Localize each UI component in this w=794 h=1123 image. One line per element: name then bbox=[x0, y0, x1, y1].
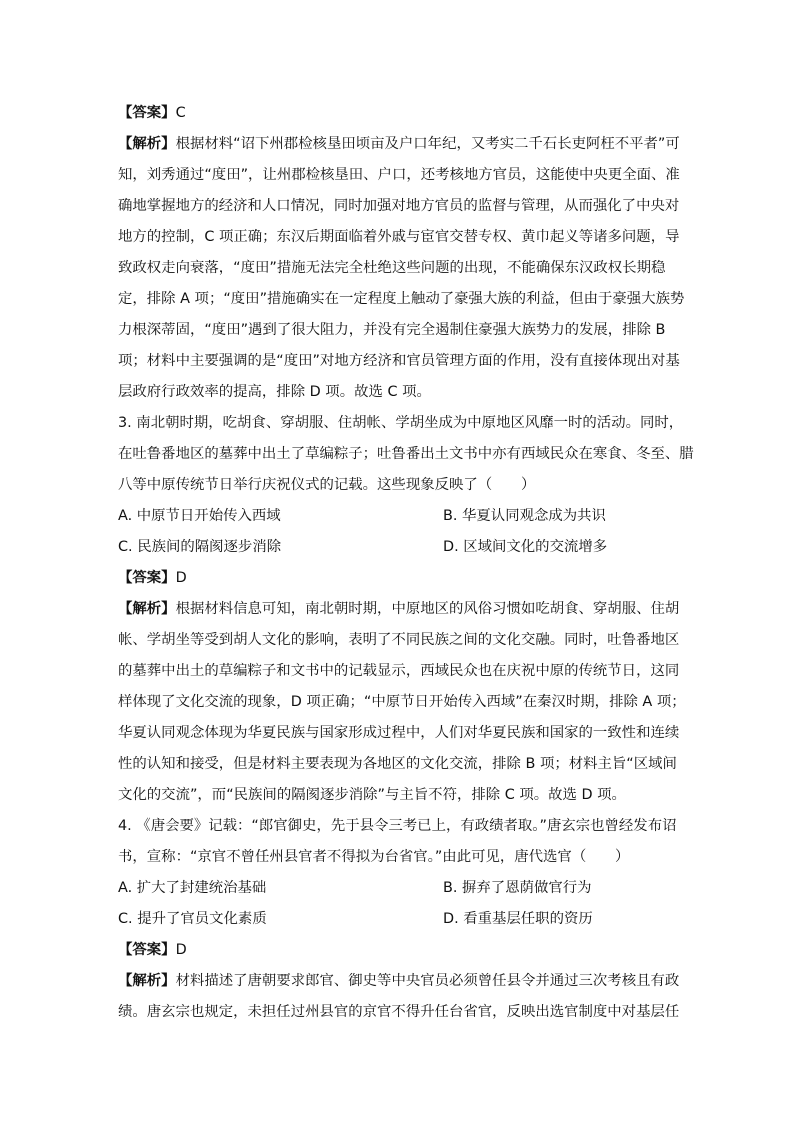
text-line: 知，刘秀通过“度田”，让州郡检核垦田、户口，还考核地方官员，这能使中央更全面、准 bbox=[118, 167, 680, 183]
question-3-line: 八等中原传统节日举行庆祝仪式的记载。这些现象反映了（ ） bbox=[118, 477, 536, 493]
text-line: 绩。唐玄宗也规定，未担任过州县官的京官不得升任台省官，反映出选官制度中对基层任 bbox=[118, 1004, 680, 1020]
text-line: 帐、学胡坐等受到胡人文化的影响，表明了不同民族之间的文化交融。同时，吐鲁番地区 bbox=[118, 632, 680, 648]
option-a: A. 扩大了封建统治基础 bbox=[118, 880, 267, 896]
question-3-line: 在吐鲁番地区的墓葬中出土了草编粽子；吐鲁番出土文书中亦有西域民众在寒食、冬至、腊 bbox=[118, 446, 694, 462]
answer-label: 【答案】 bbox=[118, 570, 176, 586]
option-b: B. 华夏认同观念成为共识 bbox=[443, 508, 606, 524]
option-a: A. 中原节日开始传入西域 bbox=[118, 508, 281, 524]
analysis-line bbox=[118, 129, 678, 160]
question-4-options-row bbox=[118, 904, 678, 935]
question-4-line: 4. 《唐会要》记载：“郎官御史，先于县令三考已上，有政绩者取。”唐玄宗也曾经发布诏 bbox=[118, 818, 677, 834]
question-4-line: 书，宣称：“京官不曾任州县官者不得拟为台省官。”由此可见，唐代选官（ ） bbox=[118, 849, 630, 865]
question-3-line: 3. 南北朝时期，吃胡食、穿胡服、住胡帐、学胡坐成为中原地区风靡一时的活动。同时， bbox=[118, 415, 684, 431]
text-line: 致政权走向衰落，“度田”措施无法完全杜绝这些问题的出现，不能确保东汉政权长期稳 bbox=[118, 260, 666, 276]
text-line: 项；材料中主要强调的是“度田”对地方经济和官员管理方面的作用，没有直接体现出对基 bbox=[118, 353, 680, 369]
option-b: B. 摒弃了恩荫做官行为 bbox=[443, 880, 592, 896]
question-4-options-row bbox=[118, 873, 678, 904]
analysis-label: 【解析】 bbox=[118, 601, 176, 617]
option-d: D. 看重基层任职的资历 bbox=[443, 911, 593, 927]
question-3-options-row bbox=[118, 532, 678, 563]
answer-line bbox=[118, 98, 678, 129]
analysis-line bbox=[118, 966, 678, 997]
text-line: 样体现了文化交流的现象，D 项正确；“中原节日开始传入西域”在秦汉时期，排除 A 项； bbox=[118, 694, 686, 710]
answer-value: D bbox=[175, 570, 187, 586]
text-line: 确地掌握地方的经济和人口情况，同时加强对地方官员的监督与管理，从而强化了中央对 bbox=[118, 198, 680, 214]
text-line: 力根深蒂固，“度田”遇到了很大阻力，并没有完全遏制住豪强大族势力的发展，排除 B bbox=[118, 322, 666, 338]
answer-label: 【答案】 bbox=[118, 105, 176, 121]
answer-value: D bbox=[175, 942, 187, 958]
text-line: 性的认知和接受，但是材料主要表现为各地区的文化交流，排除 B 项；材料主旨“区域间 bbox=[118, 756, 677, 772]
text-line: 文化的交流”，而“民族间的隔阂逐步消除”与主旨不符，排除 C 项。故选 D 项。 bbox=[118, 787, 626, 803]
option-c: C. 民族间的隔阂逐步消除 bbox=[118, 539, 282, 555]
answer-value: C bbox=[175, 105, 186, 121]
answer-label: 【答案】 bbox=[118, 942, 176, 958]
text-line: 华夏认同观念体现为华夏民族与国家形成过程中，人们对华夏民族和国家的一致性和连续 bbox=[118, 725, 680, 741]
answer-line bbox=[118, 563, 678, 594]
text-span: 材料描述了唐朝要求郎官、御史等中央官员必须曾任县令并通过三次考核且有政 bbox=[175, 973, 680, 989]
text-line: 地方的控制，C 项正确；东汉后期面临着外戚与宦官交替专权、黄巾起义等诸多问题，导 bbox=[118, 229, 680, 245]
question-3-options-row bbox=[118, 501, 678, 532]
answer-line bbox=[118, 935, 678, 966]
document-page bbox=[118, 98, 694, 1028]
text-line: 定，排除 A 项；“度田”措施确实在一定程度上触动了豪强大族的利益，但由于豪强大族势 bbox=[118, 291, 685, 307]
text-line: 的墓葬中出土的草编粽子和文书中的记载显示，西域民众也在庆祝中原的传统节日，这同 bbox=[118, 663, 680, 679]
option-c: C. 提升了官员文化素质 bbox=[118, 911, 267, 927]
text-span: 根据材料信息可知，南北朝时期，中原地区的风俗习惯如吃胡食、穿胡服、住胡 bbox=[175, 601, 680, 617]
text-line: 层政府行政效率的提高，排除 D 项。故选 C 项。 bbox=[118, 384, 431, 400]
analysis-label: 【解析】 bbox=[118, 973, 176, 989]
analysis-label: 【解析】 bbox=[118, 136, 176, 152]
option-d: D. 区域间文化的交流增多 bbox=[443, 539, 608, 555]
analysis-line bbox=[118, 594, 678, 625]
text-span: 根据材料“诏下州郡检核垦田顷亩及户口年纪，又考实二千石长吏阿枉不平者”可 bbox=[175, 136, 680, 152]
